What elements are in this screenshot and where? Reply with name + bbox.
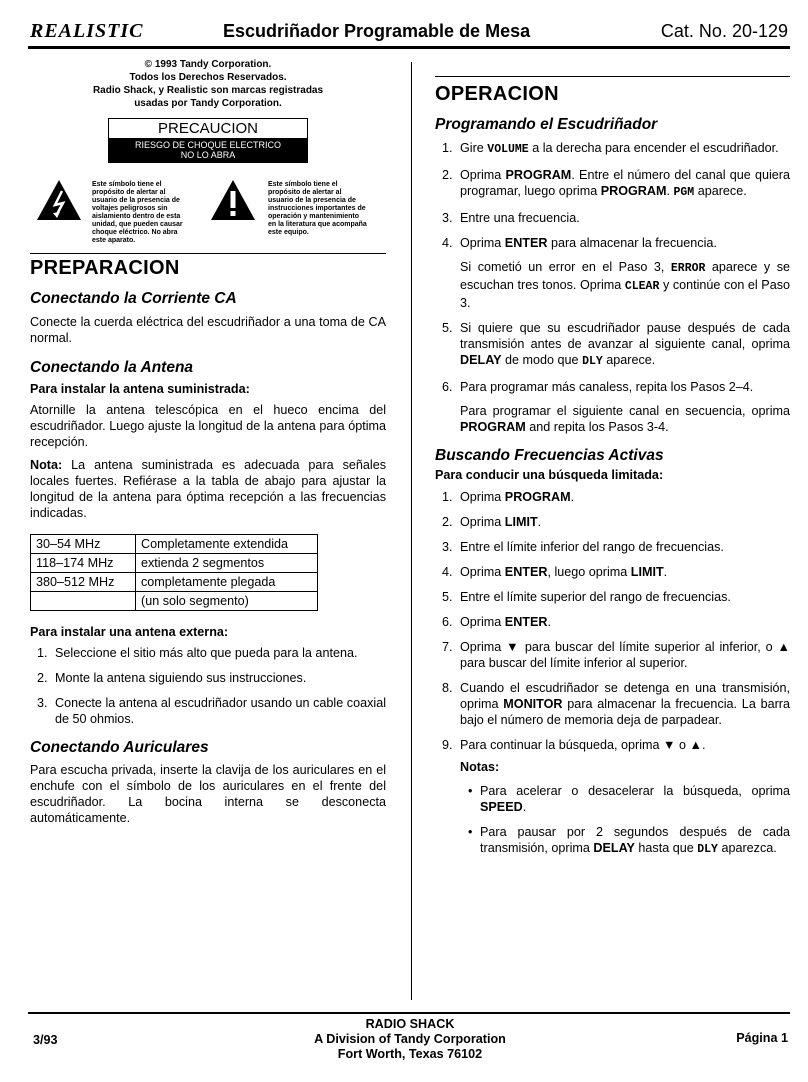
caution-warning [109, 138, 307, 162]
brand-logo: REALISTIC [30, 20, 144, 42]
warning-symbols [30, 179, 386, 245]
table-cell: 380–512 MHz [31, 573, 136, 592]
bullet-item: • Para pausar por 2 segundos después de cada transmisión, oprima DELAY hasta que DLY aparezca. [468, 825, 790, 856]
page-number: Página 1 [736, 1031, 788, 1045]
section-title-operacion: OPERACION [435, 83, 559, 105]
heading-limited-search: Para conducir una búsqueda limitada: [435, 468, 664, 482]
list-item: 2. Oprima LIMIT. [442, 515, 542, 529]
list-item: 3. Entre una frecuencia. [442, 211, 580, 225]
heading-ca: Conectando la Corriente CA [30, 290, 237, 307]
search-steps [435, 489, 790, 858]
table-row [31, 573, 318, 592]
list-item: 1. Gire VOLUME a la derecha para encender el escudriñador. [442, 141, 779, 156]
left-column [30, 58, 386, 826]
heading-headphones: Conectando Auriculares [30, 739, 209, 756]
copyright-line: © 1993 Tandy Corporation. [144, 59, 272, 70]
section-rule [435, 76, 790, 77]
footer-company [250, 1017, 570, 1062]
copyright-line: Todos los Derechos Reservados. [129, 72, 287, 83]
table-row [31, 535, 318, 554]
table-row [31, 592, 318, 611]
caution-title: PRECAUCION [157, 120, 258, 137]
document-title: Escudriñador Programable de Mesa [223, 21, 531, 41]
list-item: 6. Oprima ENTER. [442, 615, 551, 629]
heading-antena: Conectando la Antena [30, 359, 194, 376]
table-cell: (un solo segmento) [136, 592, 318, 611]
lightning-warning-text: Este símbolo tiene el propósito de alertar al usuario de la presencia de voltajes peligrosos sin aislamiento dentro de esta unidad, que pueden causar choque eléctrico. No abra este aparato. [92, 181, 183, 244]
catalog-number: Cat. No. 20-129 [660, 21, 788, 41]
heading-external-antenna: Para instalar una antena externa: [30, 625, 229, 639]
caution-box [108, 118, 308, 163]
note-text: La antena suministrada es adecuada para señales locales fuertes. Refiérase a la tabla de abajo para ajustar la longitud de la antena para óptima recepción a las frecuencias indicadas. [30, 458, 386, 520]
table-cell: Completamente extendida [136, 535, 318, 554]
footer-line: Fort Worth, Texas 76102 [337, 1047, 483, 1061]
headphones-text: Para escucha privada, inserte la clavija de los auriculares en el enchufe con el símbolo de los auriculares en el frente del escudriñador. La bocina interna se desconecta automáticamente. [30, 763, 386, 825]
list-item: 6. Para programar más canaless, repita los Pasos 2–4. [442, 380, 754, 394]
caution-line: NO LO ABRA [180, 150, 236, 160]
lightning-warning-icon [36, 179, 82, 221]
footer-line: RADIO SHACK [365, 1017, 455, 1031]
list-item: 2. Monte la antena siguiendo sus instrucciones. [37, 671, 307, 685]
heading-programming: Programando el Escudriñador [435, 116, 658, 133]
list-item: 8. Cuando el escudriñador se detenga en una transmisión, oprima MONITOR para almacenar la frecuencia. La barra bajo el número de memoria deja de parpadear. [442, 681, 790, 727]
supplied-antenna-text: Atornille la antena telescópica en el hueco encima del escudriñador. Luego ajuste la longitud de la antena para óptima recepción. [30, 403, 386, 449]
programming-steps [435, 140, 790, 435]
list-item-note: Si cometió un error en el Paso 3, ERROR aparece y se escuchan tres tonos. Oprima CLEAR y continúe con el Paso 3. [460, 260, 791, 310]
copyright-line: usadas por Tandy Corporation. [134, 98, 282, 109]
list-item-note: Para programar el siguiente canal en secuencia, oprima PROGRAM and repita los Pasos 3-4. [460, 404, 790, 434]
table-cell: extienda 2 segmentos [136, 554, 318, 573]
bullet-item: • Para acelerar o desacelerar la búsqueda, oprima SPEED. [468, 784, 790, 814]
notes-label: Notas: [460, 760, 500, 774]
header-rule [28, 46, 790, 49]
antenna-note [30, 457, 386, 521]
list-item: 4. Oprima ENTER para almacenar la frecuencia. [442, 236, 717, 250]
exclamation-warning-text: Este símbolo tiene el propósito de alertar al usuario de la presencia de instrucciones importantes de operación y mantenimiento en la literatura que acompaña este equipo. [268, 181, 367, 236]
footer-rule [28, 1012, 790, 1014]
external-antenna-steps [30, 645, 386, 727]
list-item: 5. Si quiere que su escudriñador pause después de cada transmisión antes de avanzar al siguiente canal, oprima DELAY de modo que DLY aparece. [442, 321, 790, 368]
caution-line: RIESGO DE CHOQUE ELECTRICO [134, 140, 282, 150]
list-item: 1. Seleccione el sitio más alto que pueda para la antena. [37, 646, 358, 660]
copyright-block [30, 58, 386, 110]
list-item: 3. Conecte la antena al escudriñador usando un cable coaxial de 50 ohmios. [37, 696, 386, 726]
ca-text: Conecte la cuerda eléctrica del escudriñador a una toma de CA normal. [30, 315, 386, 345]
table-cell: 30–54 MHz [31, 535, 136, 554]
list-item: 2. Oprima PROGRAM. Entre el número del canal que quiera programar, luego oprima PROGRAM. PGM aparece. [442, 168, 790, 199]
exclamation-warning-icon [210, 179, 256, 221]
heading-search: Buscando Frecuencias Activas [435, 447, 664, 464]
table-cell [31, 592, 136, 611]
section-rule [30, 253, 386, 254]
column-divider [411, 62, 412, 1000]
footer-date: 3/93 [33, 1033, 58, 1047]
note-label: Nota: [30, 458, 63, 472]
table-row [31, 554, 318, 573]
list-item: 5. Entre el límite superior del rango de frecuencias. [442, 590, 731, 604]
copyright-line: Radio Shack, y Realistic son marcas registradas [92, 85, 324, 96]
list-item: 7. Oprima ▼ para buscar del límite superior al inferior, o ▲ para buscar del límite inferior al superior. [442, 640, 790, 670]
right-column [435, 58, 790, 858]
list-item: 9. Para continuar la búsqueda, oprima ▼ o ▲. [442, 738, 706, 752]
list-item: 1. Oprima PROGRAM. [442, 490, 575, 504]
heading-supplied-antenna: Para instalar la antena suministrada: [30, 382, 250, 396]
list-item: 3. Entre el límite inferior del rango de frecuencias. [442, 540, 724, 554]
page-header [30, 18, 790, 48]
list-item: 4. Oprima ENTER, luego oprima LIMIT. [442, 565, 668, 579]
footer-line: A Division of Tandy Corporation [314, 1032, 506, 1046]
table-cell: completamente plegada [136, 573, 318, 592]
table-cell: 118–174 MHz [31, 554, 136, 573]
section-title-preparacion: PREPARACION [30, 257, 180, 279]
antenna-length-table [30, 534, 318, 611]
